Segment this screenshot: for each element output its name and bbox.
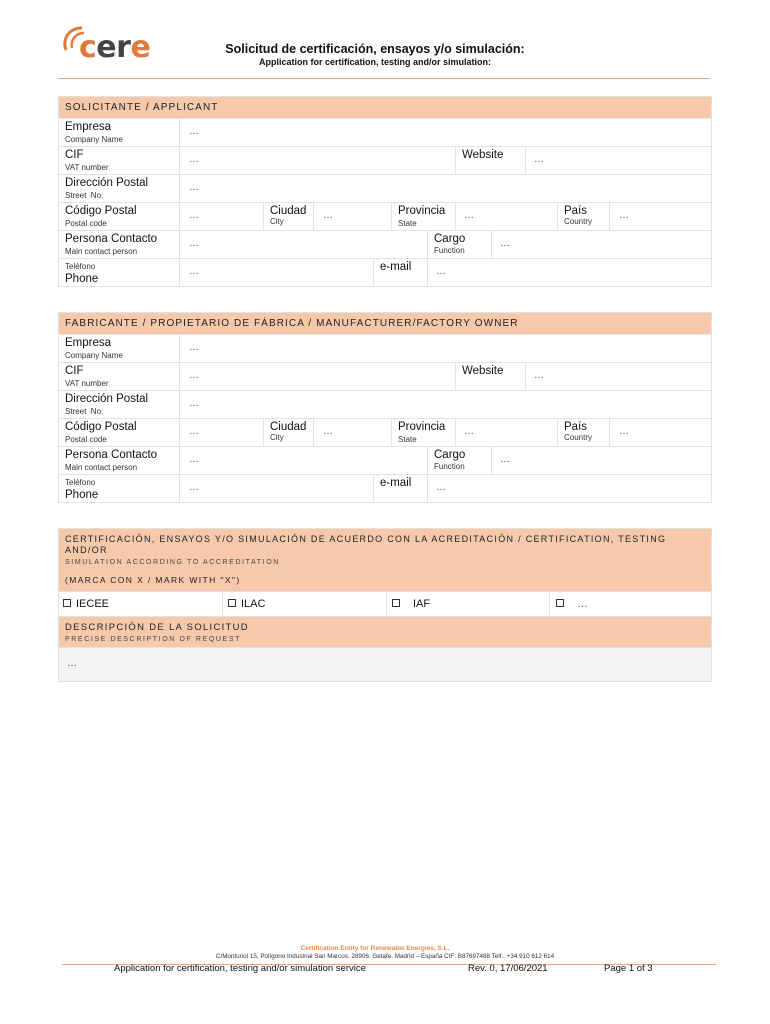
manufacturer-address-row: [59, 390, 711, 418]
applicant-section-header: SOLICITANTE / APPLICANT: [59, 97, 711, 118]
address-label: Dirección Postal: [65, 177, 149, 189]
certification-section-header: [59, 529, 711, 591]
cif-label: CIF: [65, 149, 84, 161]
option-iaf[interactable]: IAF: [392, 598, 430, 610]
cif-sublabel: VAT number: [65, 163, 109, 172]
manufacturer-email-field[interactable]: …: [427, 475, 711, 502]
postal-sublabel: Postal code: [65, 219, 107, 228]
option-iecee[interactable]: IECEE: [63, 598, 109, 610]
applicant-email-field[interactable]: …: [427, 259, 711, 286]
description-textarea[interactable]: …: [59, 647, 711, 681]
manufacturer-section: [58, 312, 712, 503]
address-sublabel: Street ∙No.: [65, 191, 104, 200]
cere-logo: [60, 24, 160, 68]
website-label-cell: Website: [455, 147, 525, 174]
option-other[interactable]: …: [556, 598, 588, 610]
state-label-cell: Provincia State: [391, 203, 455, 230]
phone-sublabel: Teléfono: [65, 478, 96, 487]
applicant-phone-row: [59, 258, 711, 286]
state-label-cell: Provincia State: [391, 419, 455, 446]
postal-label: Código Postal: [65, 205, 137, 217]
applicant-city-field[interactable]: …: [313, 203, 391, 230]
phone-sublabel: Teléfono: [65, 262, 96, 271]
function-label-cell: Cargo Function: [427, 231, 491, 258]
applicant-address-field[interactable]: …: [179, 175, 711, 202]
applicant-contact-field[interactable]: …: [179, 231, 427, 258]
certification-section: [58, 528, 712, 618]
city-label-cell: Ciudad City: [263, 419, 313, 446]
manufacturer-company-field[interactable]: …: [179, 335, 711, 362]
certification-header-text: CERTIFICACIÓN, ENSAYOS Y/O SIMULACIÓN DE ACUERDO CON LA ACREDITACIÓN / CERTIFICATION, TESTING AND/OR: [65, 534, 667, 555]
postal-label: Código Postal: [65, 421, 137, 433]
manufacturer-postal-row: [59, 418, 711, 446]
checkbox-icon[interactable]: [63, 599, 71, 607]
certification-header-cont: SIMULATION ACCORDING TO ACCREDITATION: [65, 559, 280, 566]
address-label: Dirección Postal: [65, 393, 149, 405]
applicant-country-field[interactable]: …: [609, 203, 711, 230]
manufacturer-country-field[interactable]: …: [609, 419, 711, 446]
certification-options-row: [59, 591, 711, 617]
contact-label: Persona Contacto: [65, 233, 158, 245]
footer-revision: Rev. 0, 17/06/2021: [468, 963, 548, 974]
manufacturer-cif-row: [59, 362, 711, 390]
applicant-section: [58, 96, 712, 287]
manufacturer-postal-field[interactable]: …: [179, 419, 263, 446]
applicant-website-field[interactable]: …: [525, 147, 711, 174]
function-label-cell: Cargo Function: [427, 447, 491, 474]
address-sublabel: Street ∙No.: [65, 407, 104, 416]
certification-mark-instruction: (MARCA CON X / MARK WITH "X"): [65, 575, 241, 585]
manufacturer-city-field[interactable]: …: [313, 419, 391, 446]
manufacturer-contact-row: [59, 446, 711, 474]
description-section: [58, 616, 712, 682]
checkbox-icon[interactable]: [392, 599, 400, 607]
description-header-text: DESCRIPCIÓN DE LA SOLICITUD: [65, 622, 249, 633]
country-label-cell: País Country: [557, 419, 609, 446]
checkbox-icon[interactable]: [228, 599, 236, 607]
footer-address: C/Monturiol 15, Polígono Industrial San Marcos. 28906. Getafe. Madrid – España CIF: B87697488 Telf.: +34 910 612 614: [215, 953, 555, 960]
applicant-company-field[interactable]: …: [179, 119, 711, 146]
description-header-sub: PRECISE DESCRIPTION OF REQUEST: [65, 636, 241, 643]
manufacturer-website-field[interactable]: …: [525, 363, 711, 390]
footer-entity: Certification Entity for Renewable Energies, S.L.: [300, 945, 450, 952]
country-label-cell: País Country: [557, 203, 609, 230]
manufacturer-address-field[interactable]: …: [179, 391, 711, 418]
city-label-cell: Ciudad City: [263, 203, 313, 230]
description-section-header: [59, 617, 711, 647]
applicant-phone-field[interactable]: …: [179, 259, 373, 286]
applicant-function-field[interactable]: …: [491, 231, 711, 258]
company-label: Empresa: [65, 337, 112, 349]
postal-sublabel: Postal code: [65, 435, 107, 444]
footer-document-name: Application for certification, testing and/or simulation service: [114, 963, 366, 974]
phone-label: Phone: [65, 273, 99, 285]
manufacturer-state-field[interactable]: …: [455, 419, 557, 446]
logo-wordmark: cere: [79, 30, 151, 65]
contact-label: Persona Contacto: [65, 449, 158, 461]
applicant-postal-field[interactable]: …: [179, 203, 263, 230]
manufacturer-company-row: [59, 334, 711, 362]
checkbox-icon[interactable]: [556, 599, 564, 607]
footer-page-number: Page 1 of 3: [604, 963, 653, 974]
website-label-cell: Website: [455, 363, 525, 390]
applicant-cif-row: [59, 146, 711, 174]
manufacturer-section-header: FABRICANTE / PROPIETARIO DE FÁBRICA / MANUFACTURER/FACTORY OWNER: [59, 313, 711, 334]
manufacturer-contact-field[interactable]: …: [179, 447, 427, 474]
option-ilac[interactable]: ILAC: [228, 598, 265, 610]
applicant-cif-field[interactable]: …: [179, 147, 455, 174]
company-sublabel: Company Name: [65, 135, 123, 144]
manufacturer-phone-row: [59, 474, 711, 502]
contact-sublabel: Main contact person: [65, 247, 138, 256]
header-divider: [58, 78, 710, 79]
document-subtitle: Application for certification, testing and/or simulation:: [258, 57, 491, 67]
manufacturer-function-field[interactable]: …: [491, 447, 711, 474]
cif-sublabel: VAT number: [65, 379, 109, 388]
applicant-address-row: [59, 174, 711, 202]
cif-label: CIF: [65, 365, 84, 377]
contact-sublabel: Main contact person: [65, 463, 138, 472]
applicant-postal-row: [59, 202, 711, 230]
manufacturer-cif-field[interactable]: …: [179, 363, 455, 390]
email-label-cell: e-mail: [373, 475, 427, 502]
document-title: Solicitud de certificación, ensayos y/o simulación:: [225, 42, 525, 56]
phone-label: Phone: [65, 489, 99, 501]
applicant-contact-row: [59, 230, 711, 258]
company-label: Empresa: [65, 121, 112, 133]
manufacturer-phone-field[interactable]: …: [179, 475, 373, 502]
applicant-state-field[interactable]: …: [455, 203, 557, 230]
applicant-company-row: [59, 118, 711, 146]
company-sublabel: Company Name: [65, 351, 123, 360]
email-label-cell: e-mail: [373, 259, 427, 286]
